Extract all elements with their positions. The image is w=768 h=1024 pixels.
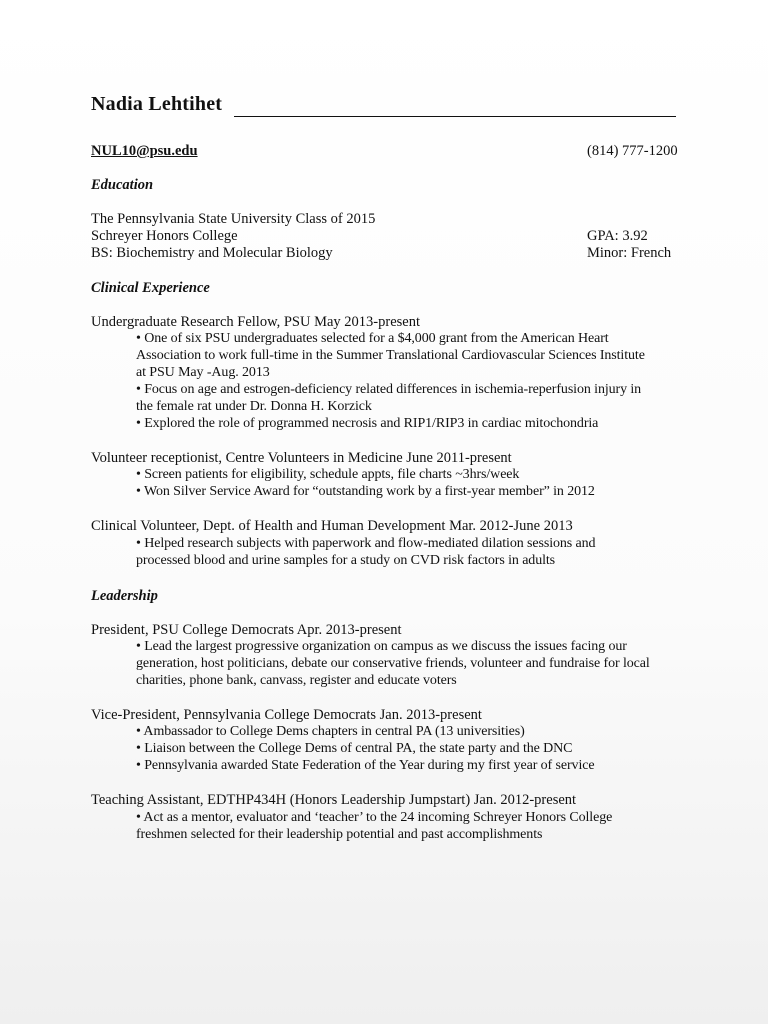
clinical-entry-line: • Screen patients for eligibility, schedule appts, file charts ~3hrs/week — [136, 467, 520, 482]
clinical-entry-title: Undergraduate Research Fellow, PSU May 2013-present — [91, 314, 420, 330]
name-underline-rule — [234, 116, 676, 117]
clinical-entry-line: at PSU May -Aug. 2013 — [136, 365, 270, 380]
leadership-entry-line: • Pennsylvania awarded State Federation of the Year during my first year of service — [136, 758, 595, 773]
leadership-entry-line: • Liaison between the College Dems of central PA, the state party and the DNC — [136, 741, 573, 756]
leadership-entry-line: charities, phone bank, canvass, register and educate voters — [136, 673, 457, 688]
leadership-entry-title: President, PSU College Democrats Apr. 2013-present — [91, 622, 402, 638]
candidate-name: Nadia Lehtihet — [91, 93, 223, 115]
clinical-entry-line: • One of six PSU undergraduates selected for a $4,000 grant from the American Heart — [136, 331, 609, 346]
clinical-entry-line: • Helped research subjects with paperwork and flow-mediated dilation sessions and — [136, 536, 596, 551]
leadership-entry-line: • Lead the largest progressive organization on campus as we discuss the issues facing our — [136, 639, 627, 654]
leadership-entry-title: Vice-President, Pennsylvania College Democrats Jan. 2013-present — [91, 707, 482, 723]
clinical-entry-line: • Won Silver Service Award for “outstanding work by a first-year member” in 2012 — [136, 484, 595, 499]
leadership-entry-line: • Act as a mentor, evaluator and ‘teacher’ to the 24 incoming Schreyer Honors College — [136, 810, 613, 825]
education-minor: Minor: French — [587, 245, 672, 261]
leadership-entry-line: freshmen selected for their leadership potential and past accomplishments — [136, 827, 543, 842]
leadership-entry-line: • Ambassador to College Dems chapters in central PA (13 universities) — [136, 724, 525, 739]
clinical-entry-line: • Focus on age and estrogen-deficiency related differences in ischemia-reperfusion injury in — [136, 382, 642, 397]
clinical-entry-line: processed blood and urine samples for a study on CVD risk factors in adults — [136, 553, 556, 568]
clinical-entry-title: Clinical Volunteer, Dept. of Health and Human Development Mar. 2012-June 2013 — [91, 518, 573, 534]
leadership-entry-line: generation, host politicians, debate our conservative friends, volunteer and fundraise for local — [136, 656, 650, 671]
clinical-entry-line: the female rat under Dr. Donna H. Korzick — [136, 399, 372, 414]
leadership-heading: Leadership — [91, 588, 158, 604]
education-gpa: GPA: 3.92 — [587, 228, 648, 244]
leadership-entry-title: Teaching Assistant, EDTHP434H (Honors Leadership Jumpstart) Jan. 2012-present — [91, 792, 577, 808]
clinical-entry-title: Volunteer receptionist, Centre Volunteers in Medicine June 2011-present — [91, 450, 512, 466]
email-link[interactable]: NUL10@psu.edu — [91, 143, 198, 159]
education-degree: BS: Biochemistry and Molecular Biology — [91, 245, 333, 261]
clinical-entry-line: • Explored the role of programmed necrosis and RIP1/RIP3 in cardiac mitochondria — [136, 416, 599, 431]
clinical-entry-line: Association to work full-time in the Summer Translational Cardiovascular Sciences Institute — [136, 348, 645, 363]
education-heading: Education — [91, 177, 154, 193]
education-school: The Pennsylvania State University Class of 2015 — [91, 211, 376, 227]
education-college: Schreyer Honors College — [91, 228, 238, 244]
clinical-heading: Clinical Experience — [91, 280, 210, 296]
phone-number: (814) 777-1200 — [587, 143, 678, 159]
